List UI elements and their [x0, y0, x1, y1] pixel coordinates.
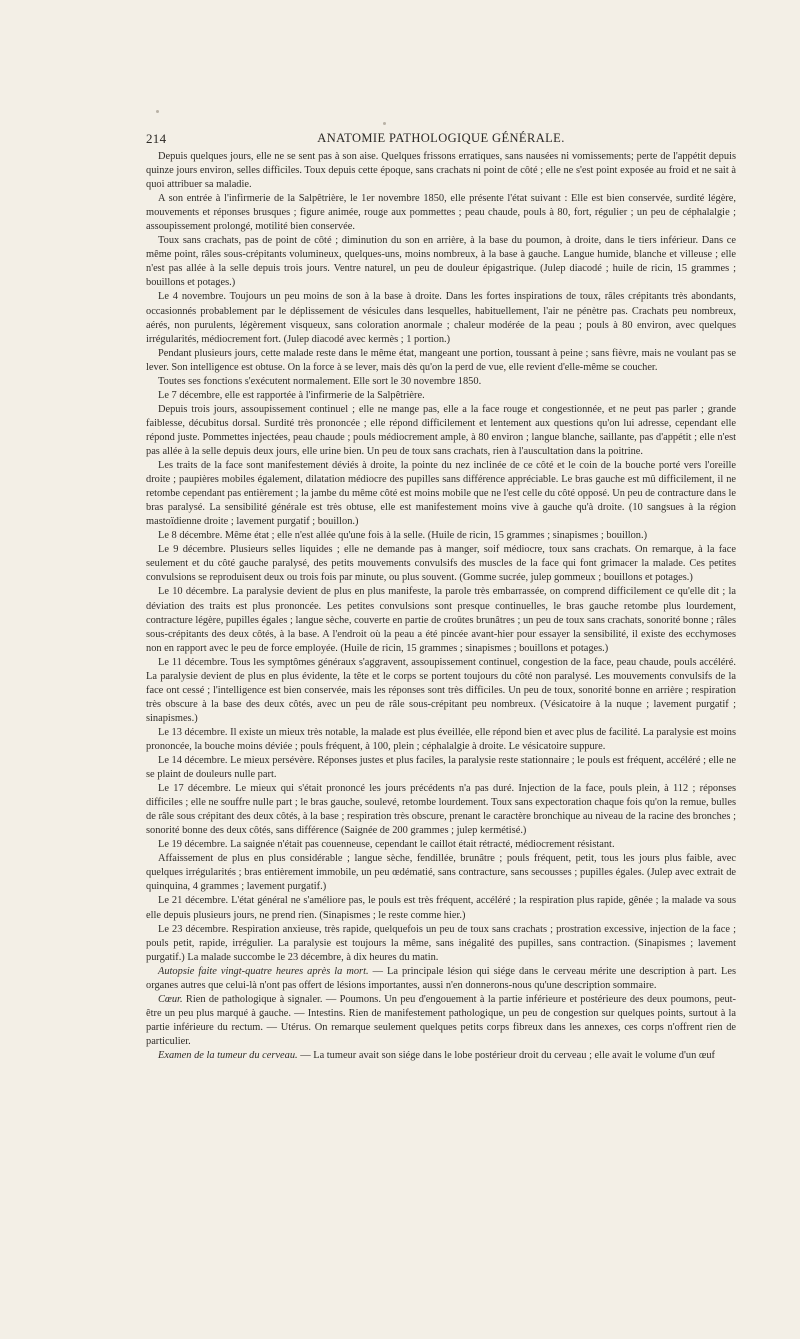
- paragraph-lead: Cœur.: [158, 993, 183, 1005]
- paragraph: [146, 459, 736, 529]
- paragraph: [146, 656, 736, 726]
- paragraph-text: Le 23 décembre. Respiration anxieuse, très rapide, quelquefois un peu de toux sans crachats ; prostration excessive, injection de la face ; pouls petit, rapide, irrégulier. La paralysie est toujours la même, sans inégalité des pupilles, sans contraction. (Sinapismes ; lavement purgatif.) La malade succombe le 23 décembre, à dix heures du matin.: [146, 923, 736, 963]
- paragraph-text: Le 14 décembre. Le mieux persévère. Réponses justes et plus faciles, la paralysie reste stationnaire ; le pouls est fréquent, accéléré ; elle ne se plaint de douleurs nulle part.: [146, 755, 736, 781]
- paragraph-text: Toutes ses fonctions s'exécutent normalement. Elle sort le 30 novembre 1850.: [158, 375, 482, 387]
- paragraph-text: Les traits de la face sont manifestement déviés à droite, la pointe du nez inclinée de ce côté et le coin de la bouche porté vers l'oreille droite ; paupières mobiles également, dilatation médiocre des pupilles sans différence appréciable. Le bras gauche est mû difficilement, il ne retombe cependant pas entièrement ; la jambe du même côté est moins mobile que ne l'est celle du côté opposé. Un peu de contracture dans le bras paralysé. La sensibilité générale est très obtuse, elle est manifestement moins vive à gauche qu'à droite. (10 sangsues à la région mastoïdienne droite ; lavement purgatif ; bouillon.): [146, 460, 736, 528]
- paragraph: [146, 234, 736, 290]
- paragraph-text: Le 21 décembre. L'état général ne s'améliore pas, le pouls est très fréquent, accéléré ; la respiration plus rapide, gênée ; la malade va sous elle depuis plusieurs jours, ne prend rien. (Sinapismes ; le reste comme hier.): [146, 895, 736, 921]
- paragraph: [146, 192, 736, 234]
- paragraph-text: Le 4 novembre. Toujours un peu moins de son à la base à droite. Dans les fortes inspirations de toux, râles crépitants très abondants, occasionnés probablement par le déplissement de vésicules dans lesquelles, habituellement, l'air ne pénètre pas. Crachats peu nombreux, aérés, non purulents, légèrement visqueux, sans coloration anormale ; chaleur modérée de la peau ; pouls à 80 environ, avec quelques irrégularités, médiocrement fort. (Julep diacodé avec kermès ; 1 portion.): [146, 291, 736, 345]
- paper-speck: [383, 122, 386, 125]
- paragraph-text: Le 8 décembre. Même état ; elle n'est allée qu'une fois à la selle. (Huile de ricin, 15 grammes ; sinapismes ; bouillon.): [158, 530, 648, 542]
- page-number: 214: [146, 131, 167, 146]
- paragraph: [146, 923, 736, 965]
- paragraph: [146, 375, 736, 389]
- paragraph: [146, 726, 736, 754]
- paragraph-lead: Autopsie faite vingt-quatre heures après la mort.: [158, 965, 369, 977]
- paragraph-text: Le 13 décembre. Il existe un mieux très notable, la malade est plus éveillée, elle répond bien et avec plus de facilité. La paralysie est moins prononcée, la bouche moins déviée ; pouls fréquent, à 100, plein ; céphalalgie à droite. Le vésicatoire suppure.: [146, 726, 736, 752]
- paragraph: [146, 852, 736, 894]
- paragraph: [146, 529, 736, 543]
- paragraph: [146, 403, 736, 459]
- paragraph: [146, 543, 736, 585]
- paragraph-text: Le 7 décembre, elle est rapportée à l'infirmerie de la Salpêtrière.: [158, 389, 425, 401]
- paragraph-text: Le 17 décembre. Le mieux qui s'était prononcé les jours précédents n'a pas duré. Injection de la face, pouls plein, à 112 ; réponses difficiles ; elle ne souffre nulle part ; le bras gauche, soulevé, retombe lourdement. Toux sans expectoration chaque fois qu'on la remue, bulles de râle sous crépitant des deux côtés, à la base ; respiration très obscure, prenant le caractère bronchique au niveau de la racine des bronches ; sonorité bonne des deux côtés, sans différence (Saignée de 200 grammes ; julep kermétisé.): [146, 783, 736, 837]
- running-title: ANATOMIE PATHOLOGIQUE GÉNÉRALE.: [317, 131, 565, 145]
- paragraph-text: Pendant plusieurs jours, cette malade reste dans le même état, mangeant une portion, toussant à peine ; sans fièvre, mais ne voulant pas se lever. Son intelligence est obtuse. On la force à se lever, mais dès qu'on la perd de vue, elle revient d'elle-même se coucher.: [146, 347, 736, 373]
- paragraph-text: Rien de pathologique à signaler. — Poumons. Un peu d'engouement à la partie inférieure et postérieure des deux poumons, peut-être un peu plus marqué à gauche. — Intestins. Rien de manifestement pathologique, un peu de congestion sur quelques points, surtout à la partie inférieure du rectum. — Utérus. On remarque seulement quelques petits corps fibreux dans les annexes, ces corps n'offrent rien de particulier.: [146, 993, 736, 1047]
- paragraph-text: Le 11 décembre. Tous les symptômes généraux s'aggravent, assoupissement continuel, congestion de la face, peau chaude, pouls accéléré. La paralysie devient de plus en plus évidente, la tête et le corps se portent toujours du côté non paralysé. Les mouvements convulsifs de la face ont cessé ; l'intelligence est bien conservée, mais les réponses sont très difficiles. Un peu de toux, sonorité bonne en arrière ; respiration très obscure à la base des deux côtés, avec un peu de râle sous-crépitant peu nombreux. (Vésicatoire à la nuque ; lavement purgatif ; sinapismes.): [146, 656, 736, 724]
- paragraph-text: Depuis trois jours, assoupissement continuel ; elle ne mange pas, elle a la face rouge et congestionnée, et ne peut pas parler ; grande faiblesse, décubitus dorsal. Surdité très prononcée ; elle répond difficilement et lentement aux questions qu'on lui adresse, cependant elle répond juste. Pommettes injectées, peau chaude ; pouls médiocrement ample, à 80 environ ; langue blanche, saillante, pas d'appétit ; elle n'est pas allée à la selle depuis deux jours, elle urine bien. Un peu de toux sans crachats, rien à l'auscultation dans la poitrine.: [146, 403, 736, 457]
- paragraph: [146, 965, 736, 993]
- paragraph-text: Toux sans crachats, pas de point de côté ; diminution du son en arrière, à la base du poumon, à droite, dans le tiers inférieur. Dans ce même point, râles sous-crépitants volumineux, quelques-uns, moins nombreux, à la base à gauche. Langue humide, blanche et villeuse ; elle n'est pas allée à la selle depuis trois jours. Ventre naturel, un peu de douleur épigastrique. (Julep diacodé ; huile de ricin, 15 grammes ; bouillons et potages.): [146, 235, 736, 289]
- paragraph-text: — La principale lésion qui siége dans le cerveau mérite une description à part. Les organes autres que celui-là n'ont pas offert de lésions importantes, aussi n'en donnerons-nous qu'une description sommaire.: [146, 965, 737, 991]
- paragraph: [146, 838, 736, 852]
- paragraph-text: Affaissement de plus en plus considérable ; langue sèche, fendillée, brunâtre ; pouls fréquent, petit, tous les jours plus faible, avec quelques irrégularités ; bras entièrement immobile, un peu œdématié, sans contracture, sans secousses ; pupilles égales. (Julep avec extrait de quinquina, 4 grammes ; lavement purgatif.): [146, 853, 736, 893]
- paragraph: [146, 782, 736, 838]
- paragraph: [146, 347, 736, 375]
- body-text: [146, 150, 736, 1063]
- paragraph-text: Le 19 décembre. La saignée n'était pas couenneuse, cependant le caillot était rétracté, médiocrement résistant.: [158, 839, 615, 851]
- paragraph-text: A son entrée à l'infirmerie de la Salpêtrière, le 1er novembre 1850, elle présente l'état suivant : Elle est bien conservée, surdité légère, mouvements et réponses brusques ; figure animée, rouge aux pommettes ; peau chaude, pouls à 80, fort, régulier ; un peu de céphalalgie ; assoupissement prolongé, motilité bien conservée.: [146, 193, 736, 233]
- paragraph: [146, 389, 736, 403]
- paragraph: [146, 993, 736, 1049]
- paragraph-lead: Examen de la tumeur du cerveau.: [158, 1050, 298, 1061]
- paragraph: [146, 150, 736, 192]
- paragraph: [146, 754, 736, 782]
- paragraph: [146, 585, 736, 655]
- paragraph-text: Depuis quelques jours, elle ne se sent pas à son aise. Quelques frissons erratiques, sans nausées ni vomissements; perte de l'appétit depuis quinze jours environ, selles difficiles. Toux depuis cette époque, sans crachats ni point de côté ; elle ne s'est point exposée au froid et ne sait à quoi attribuer sa maladie.: [146, 151, 736, 191]
- paragraph: [146, 894, 736, 922]
- paragraph: [146, 1049, 736, 1063]
- page-header: [146, 131, 736, 149]
- paper-speck: [156, 110, 159, 113]
- paragraph-text: Le 9 décembre. Plusieurs selles liquides ; elle ne demande pas à manger, soif médiocre, toux sans crachats. On remarque, à la face seulement et du côté gauche paralysé, des petits mouvements convulsifs des muscles de la face qui font grimacer la malade. Ces petites convulsions se reproduisent deux ou trois fois par minute, ou plus souvent. (Gomme sucrée, julep gommeux ; bouillons et potages.): [146, 544, 736, 584]
- paragraph: [146, 290, 736, 346]
- paragraph-text: Le 10 décembre. La paralysie devient de plus en plus manifeste, la parole très embarrassée, on comprend difficilement ce qu'elle dit ; la déviation des traits est plus prononcée. Les petites convulsions sont presque continuelles, le bras gauche retombe plus lourdement, contracture légère, pupilles égales ; langue sèche, couverte en partie de croûtes brunâtres ; un peu de toux sans crachats, sonorité bonne ; râles sous-crépitants des deux côtés, à la base. A l'endroit où la peau a été pincée avant-hier pour essayer la sensibilité, il existe des ecchymoses non en rapport avec le peu de force employée. (Huile de ricin, 15 grammes ; sinapismes ; bouillons et potages.): [146, 586, 736, 654]
- paragraph-text: — La tumeur avait son siége dans le lobe postérieur droit du cerveau ; elle avait le volume d'un œuf: [297, 1050, 716, 1061]
